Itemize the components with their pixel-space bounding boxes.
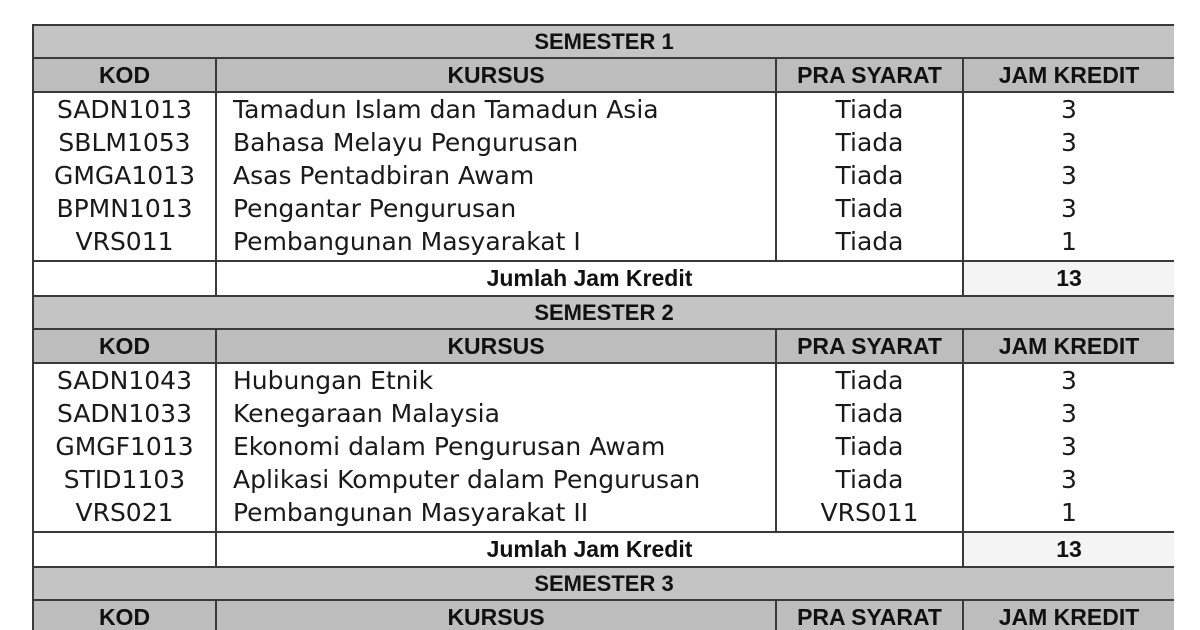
header-kursus: KURSUS bbox=[216, 329, 776, 363]
course-name: Pengantar Pengurusan bbox=[216, 192, 776, 225]
header-kod: KOD bbox=[33, 58, 216, 92]
course-name: Kenegaraan Malaysia bbox=[216, 397, 776, 430]
semester-title-row bbox=[33, 567, 1174, 600]
course-name: Pembangunan Masyarakat I bbox=[216, 225, 776, 261]
course-code: SADN1043 bbox=[33, 363, 216, 397]
table-row bbox=[33, 363, 1174, 397]
header-row bbox=[33, 600, 1174, 630]
course-code: SADN1013 bbox=[33, 92, 216, 126]
course-code: VRS011 bbox=[33, 225, 216, 261]
course-credit: 3 bbox=[963, 126, 1174, 159]
table-row bbox=[33, 430, 1174, 463]
course-credit: 1 bbox=[963, 496, 1174, 532]
total-blank-cell bbox=[33, 261, 216, 296]
course-code: GMGF1013 bbox=[33, 430, 216, 463]
total-value: 13 bbox=[963, 532, 1174, 567]
semester-title-row bbox=[33, 296, 1174, 329]
table-row bbox=[33, 225, 1174, 261]
table-row bbox=[33, 92, 1174, 126]
course-code: STID1103 bbox=[33, 463, 216, 496]
total-label: Jumlah Jam Kredit bbox=[216, 532, 963, 567]
course-name: Bahasa Melayu Pengurusan bbox=[216, 126, 776, 159]
course-code: SADN1033 bbox=[33, 397, 216, 430]
course-name: Asas Pentadbiran Awam bbox=[216, 159, 776, 192]
course-code: GMGA1013 bbox=[33, 159, 216, 192]
course-credit: 1 bbox=[963, 225, 1174, 261]
course-prerequisite: Tiada bbox=[776, 92, 963, 126]
header-jam-kredit: JAM KREDIT bbox=[963, 329, 1174, 363]
course-prerequisite: Tiada bbox=[776, 397, 963, 430]
table-row bbox=[33, 192, 1174, 225]
semester-title-row bbox=[33, 25, 1174, 58]
course-code: SBLM1053 bbox=[33, 126, 216, 159]
header-kursus: KURSUS bbox=[216, 600, 776, 630]
course-name: Pembangunan Masyarakat II bbox=[216, 496, 776, 532]
course-code: BPMN1013 bbox=[33, 192, 216, 225]
course-credit: 3 bbox=[963, 430, 1174, 463]
course-schedule-document bbox=[32, 24, 1174, 630]
header-kod: KOD bbox=[33, 600, 216, 630]
course-name: Tamadun Islam dan Tamadun Asia bbox=[216, 92, 776, 126]
header-pra-syarat: PRA SYARAT bbox=[776, 58, 963, 92]
table-row bbox=[33, 463, 1174, 496]
course-name: Ekonomi dalam Pengurusan Awam bbox=[216, 430, 776, 463]
course-prerequisite: Tiada bbox=[776, 159, 963, 192]
course-credit: 3 bbox=[963, 159, 1174, 192]
semester-title: SEMESTER 2 bbox=[33, 296, 1174, 329]
header-row bbox=[33, 329, 1174, 363]
course-credit: 3 bbox=[963, 192, 1174, 225]
total-row bbox=[33, 261, 1174, 296]
course-code: VRS021 bbox=[33, 496, 216, 532]
course-schedule-table bbox=[32, 24, 1174, 630]
total-blank-cell bbox=[33, 532, 216, 567]
semester-title: SEMESTER 1 bbox=[33, 25, 1174, 58]
course-credit: 3 bbox=[963, 363, 1174, 397]
header-kod: KOD bbox=[33, 329, 216, 363]
course-credit: 3 bbox=[963, 92, 1174, 126]
table-row bbox=[33, 159, 1174, 192]
table-row bbox=[33, 126, 1174, 159]
course-prerequisite: VRS011 bbox=[776, 496, 963, 532]
total-value: 13 bbox=[963, 261, 1174, 296]
course-prerequisite: Tiada bbox=[776, 225, 963, 261]
table-row bbox=[33, 496, 1174, 532]
semester-title: SEMESTER 3 bbox=[33, 567, 1174, 600]
course-prerequisite: Tiada bbox=[776, 192, 963, 225]
course-credit: 3 bbox=[963, 397, 1174, 430]
course-name: Aplikasi Komputer dalam Pengurusan bbox=[216, 463, 776, 496]
course-prerequisite: Tiada bbox=[776, 463, 963, 496]
total-row bbox=[33, 532, 1174, 567]
course-prerequisite: Tiada bbox=[776, 430, 963, 463]
header-jam-kredit: JAM KREDIT bbox=[963, 58, 1174, 92]
header-row bbox=[33, 58, 1174, 92]
course-prerequisite: Tiada bbox=[776, 126, 963, 159]
course-name: Hubungan Etnik bbox=[216, 363, 776, 397]
header-kursus: KURSUS bbox=[216, 58, 776, 92]
header-jam-kredit: JAM KREDIT bbox=[963, 600, 1174, 630]
header-pra-syarat: PRA SYARAT bbox=[776, 329, 963, 363]
header-pra-syarat: PRA SYARAT bbox=[776, 600, 963, 630]
total-label: Jumlah Jam Kredit bbox=[216, 261, 963, 296]
course-prerequisite: Tiada bbox=[776, 363, 963, 397]
course-credit: 3 bbox=[963, 463, 1174, 496]
table-row bbox=[33, 397, 1174, 430]
